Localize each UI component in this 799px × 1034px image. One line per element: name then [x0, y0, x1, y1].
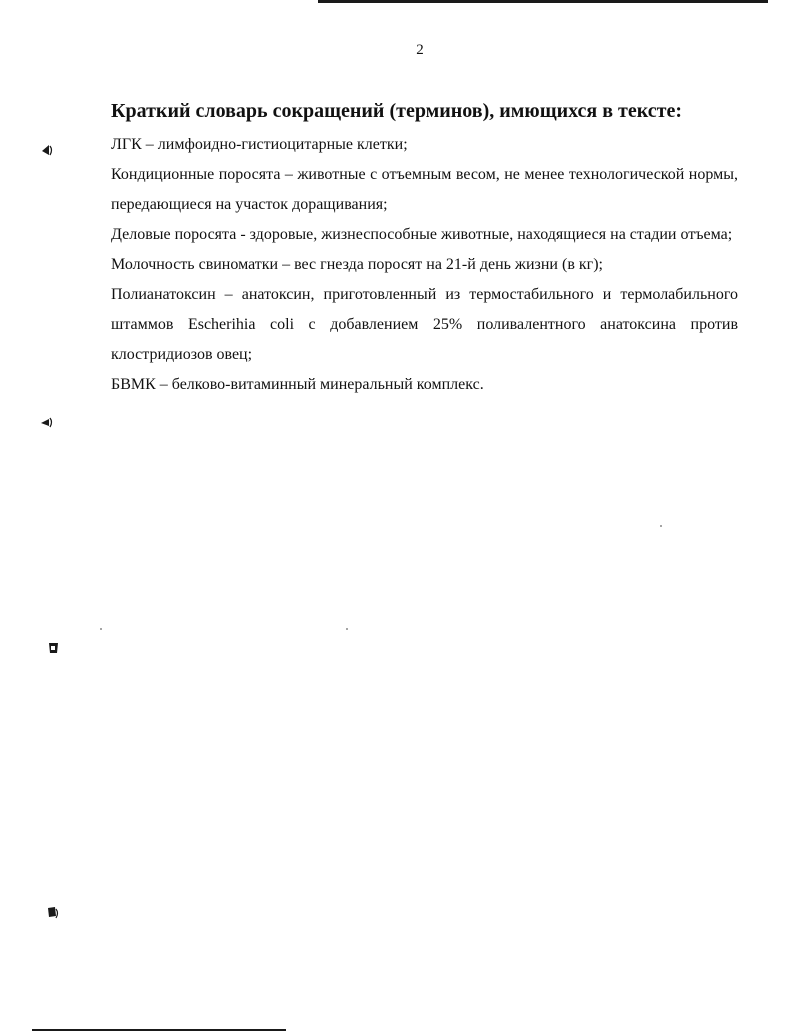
glossary-entry-conditional-piglets: Кондиционные поросята – животные с отъемным весом, не менее технологической нормы, передающиеся на участок доращивания;: [111, 166, 738, 213]
punch-hole-mark-icon: [40, 413, 54, 429]
glossary-list: [111, 130, 738, 400]
top-border-line: [318, 0, 768, 3]
punch-hole-mark-icon: [47, 640, 61, 656]
punch-hole-mark-icon: [40, 142, 54, 158]
scan-speck: [100, 628, 102, 630]
punch-hole-mark-icon: [45, 904, 59, 920]
scan-speck: [660, 525, 662, 527]
glossary-entry-lgk: ЛГК – лимфоидно-гистиоцитарные клетки;: [111, 136, 408, 153]
glossary-entry-bvmk: БВМК – белково-витаминный минеральный комплекс.: [111, 376, 484, 393]
glossary-entry-sow-milkiness: Молочность свиноматки – вес гнезда поросят на 21-й день жизни (в кг);: [111, 256, 603, 273]
glossary-entry-business-piglets: Деловые поросята - здоровые, жизнеспособные животные, находящиеся на стадии отъема;: [111, 226, 733, 243]
bottom-border-line: [32, 1029, 286, 1031]
page-number: 2: [416, 42, 424, 58]
scan-speck: [346, 628, 348, 630]
glossary-heading: Краткий словарь сокращений (терминов), имющихся в тексте:: [111, 100, 682, 122]
glossary-entry-polyanatoxin: Полианатоксин – анатоксин, приготовленный из термостабильного и термолабильного штаммов Escherihia coli с добавлением 25% поливалентного анатоксина против клостридиозов овец;: [111, 286, 738, 363]
